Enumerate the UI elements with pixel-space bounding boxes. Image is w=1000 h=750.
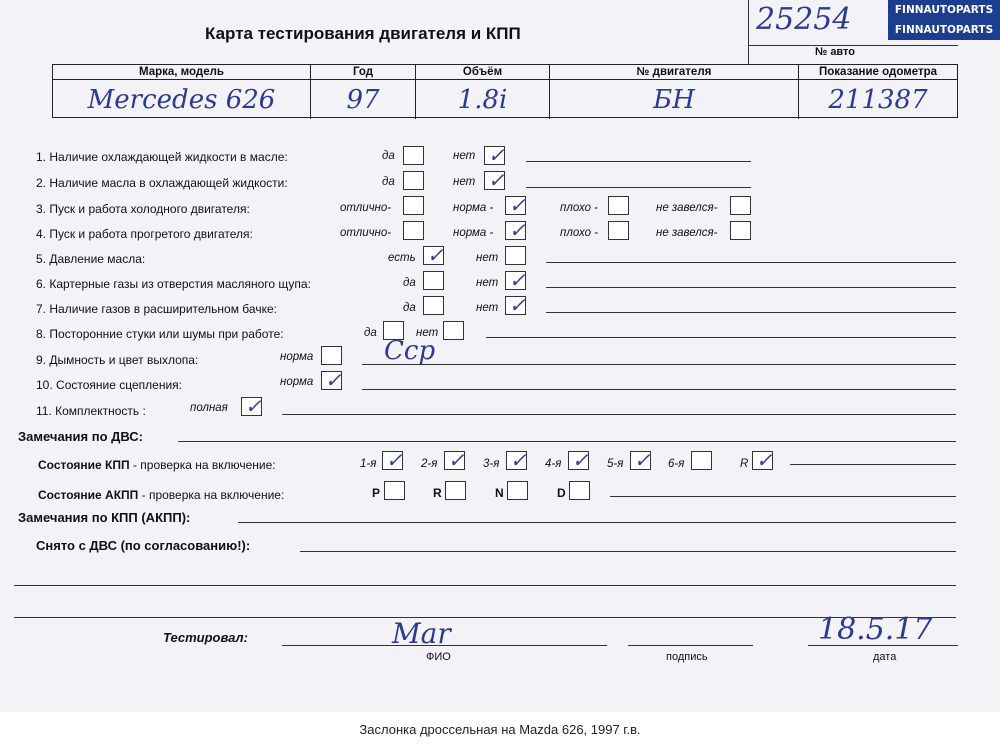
item-text: Пуск и работа прогретого двигателя: [49,227,253,241]
label-norma: норма - [453,202,494,214]
item-text: Наличие охлаждающей жидкости в масле: [49,150,288,164]
label-ploho: плохо - [560,227,598,239]
handwritten-check-mark: ✓ [427,243,444,267]
label-ne-zavelsya: не завелся- [656,227,718,239]
gear-label: 3-я [483,458,500,470]
kpp-notes-heading: Замечания по КПП (АКПП): [18,510,191,525]
checkbox-akpp-r[interactable] [445,481,466,500]
handwritten-check-mark: ✓ [634,448,651,472]
label-net: нет [476,252,499,264]
item-text: Картерные газы из отверстия масляного щупа: [49,277,311,291]
label-net: нет [453,176,476,188]
checkbox-ne-zavelsya[interactable] [730,221,751,240]
card-title: Карта тестирования двигателя и КПП [205,24,521,43]
item-10 [36,378,182,392]
item-text: Дымность и цвет выхлопа: [49,353,199,367]
notes-line [14,585,956,586]
checkbox-net[interactable] [505,246,526,265]
gear-label: 2-я [421,458,438,470]
item-num: 2. [36,176,47,190]
notes-line [790,464,956,465]
checkbox-da[interactable] [423,271,444,290]
notes-line [282,414,956,415]
label-net: нет [416,327,439,339]
item-num: 6. [36,277,47,291]
date-caption: дата [873,651,897,663]
gear-label: 1-я [360,458,377,470]
gear-label: 5-я [607,458,624,470]
header-value: 1.8i [457,85,508,115]
kpp-check-text: - проверка на включение: [129,458,276,472]
notes-line [610,496,956,497]
checkbox-net[interactable] [443,321,464,340]
handwritten-check-mark: ✓ [245,394,262,418]
top-number-border [748,0,749,64]
top-number: 25254 [756,2,852,37]
item-5 [36,252,145,266]
handwritten-check-mark: ✓ [488,168,505,192]
akpp-status-title: Состояние АКПП [38,488,139,502]
item-text: Наличие масла в охлаждающей жидкости: [49,176,288,190]
akpp-status-label [38,488,284,502]
header-label: Год [311,65,415,80]
header-value: 211387 [828,85,928,115]
checkbox-norma[interactable] [321,346,342,365]
item-11 [36,404,146,418]
gear-label: R [740,458,749,470]
notes-line [178,441,956,442]
item-num: 7. [36,302,47,316]
item-4 [36,227,253,241]
item-num: 3. [36,202,47,216]
label-da: да [382,150,395,162]
notes-line [546,312,956,313]
header-label: Объём [416,65,549,80]
checkbox-da[interactable] [423,296,444,315]
akpp-check-text: - проверка на включение: [138,488,285,502]
kpp-status-label [38,458,276,472]
label-da: да [403,277,416,289]
item-6 [36,277,311,291]
label-est: есть [388,252,416,264]
checkbox-akpp-n[interactable] [507,481,528,500]
notes-line [238,522,956,523]
checkbox-akpp-p[interactable] [384,481,405,500]
notes-line [486,337,956,338]
handwritten-check-mark: ✓ [448,448,465,472]
handwritten-check-mark: ✓ [509,293,526,317]
item-1 [36,150,288,164]
item-3 [36,202,250,216]
handwritten-check-mark: ✓ [509,268,526,292]
checkbox-ne-zavelsya[interactable] [730,196,751,215]
watermark-line-1: FINNAUTOPARTS [894,4,994,16]
header-col-engine-number [550,65,799,119]
header-label: Показание одометра [799,65,957,80]
item-text: Комплектность : [55,404,146,418]
item-text: Посторонние стуки или шумы при работе: [49,327,284,341]
watermark-line-2: FINNAUTOPARTS [894,24,994,36]
dvs-notes-heading: Замечания по ДВС: [18,429,143,444]
checkbox-gear-6[interactable] [691,451,712,470]
vehicle-header-table [52,64,958,118]
notes-line [526,161,751,162]
item-num: 4. [36,227,47,241]
notes-line [546,262,956,263]
checkbox-otlichno[interactable] [403,196,424,215]
auto-label: № авто [815,46,856,58]
akpp-position-label: P [372,486,381,500]
label-norma: норма [280,351,314,363]
checkbox-da[interactable] [403,146,424,165]
label-ne-zavelsya: не завелся- [656,202,718,214]
watermark [888,0,1000,40]
header-label: № двигателя [550,65,798,80]
notes-line [362,389,956,390]
item-num: 11. [36,404,52,418]
header-label: Марка, модель [53,65,310,80]
handwritten-exhaust-note: Ccp [384,336,436,366]
header-col-year [311,65,416,119]
notes-line [546,287,956,288]
checkbox-ploho[interactable] [608,196,629,215]
label-norma: норма [280,376,314,388]
label-ploho: плохо - [560,202,598,214]
label-polnaya: полная [190,402,228,414]
handwritten-check-mark: ✓ [510,448,527,472]
notes-line [362,364,956,365]
item-text: Наличие газов в расширительном бачке: [49,302,277,316]
gear-label: 6-я [668,458,685,470]
label-norma: норма - [453,227,494,239]
akpp-position-label: N [495,486,504,500]
tested-by-label: Тестировал: [163,630,248,645]
handwritten-check-mark: ✓ [325,368,342,392]
handwritten-check-mark: ✓ [386,448,403,472]
label-da: да [382,176,395,188]
label-net: нет [476,302,499,314]
handwritten-check-mark: ✓ [756,448,773,472]
header-col-model [53,65,311,119]
checkbox-akpp-d[interactable] [569,481,590,500]
item-num: 5. [36,252,47,266]
test-date: 18.5.17 [818,612,933,647]
label-da: да [403,302,416,314]
removed-heading: Снято с ДВС (по согласованию!): [36,538,251,553]
header-value: Mercedes 626 [87,85,276,115]
label-net: нет [453,150,476,162]
label-net: нет [476,277,499,289]
handwritten-check-mark: ✓ [509,218,526,242]
item-text: Состояние сцепления: [56,378,182,392]
tester-signature: Mar [392,617,451,650]
item-text: Пуск и работа холодного двигателя: [49,202,250,216]
label-otlichno: отлично- [340,202,392,214]
item-text: Давление масла: [49,252,146,266]
signature-line [628,645,753,646]
item-num: 8. [36,327,47,341]
item-7 [36,302,277,316]
checkbox-otlichno[interactable] [403,221,424,240]
item-num: 9. [36,353,47,367]
fio-caption: ФИО [426,651,451,663]
date-line [808,645,958,646]
handwritten-check-mark: ✓ [488,143,505,167]
item-num: 1. [36,150,47,164]
label-da: да [364,327,377,339]
kpp-status-title: Состояние КПП [38,458,130,472]
handwritten-check-mark: ✓ [572,448,589,472]
akpp-position-label: R [433,486,442,500]
header-col-odometer [799,65,957,119]
notes-line [526,187,751,188]
label-otlichno: отлично- [340,227,392,239]
item-num: 10. [36,378,53,392]
header-value: БН [653,85,695,115]
handwritten-check-mark: ✓ [509,193,526,217]
signature-caption: подпись [666,651,708,663]
notes-line [14,617,956,618]
checkbox-ploho[interactable] [608,221,629,240]
item-9 [36,353,198,367]
header-value: 97 [346,85,380,115]
image-caption: Заслонка дроссельная на Mazda 626, 1997 г.в. [359,722,641,737]
item-8 [36,327,284,341]
akpp-position-label: D [557,486,566,500]
gear-label: 4-я [545,458,562,470]
notes-line [300,551,956,552]
header-col-volume [416,65,550,119]
fio-line [282,645,607,646]
item-2 [36,176,288,190]
checkbox-da[interactable] [403,171,424,190]
